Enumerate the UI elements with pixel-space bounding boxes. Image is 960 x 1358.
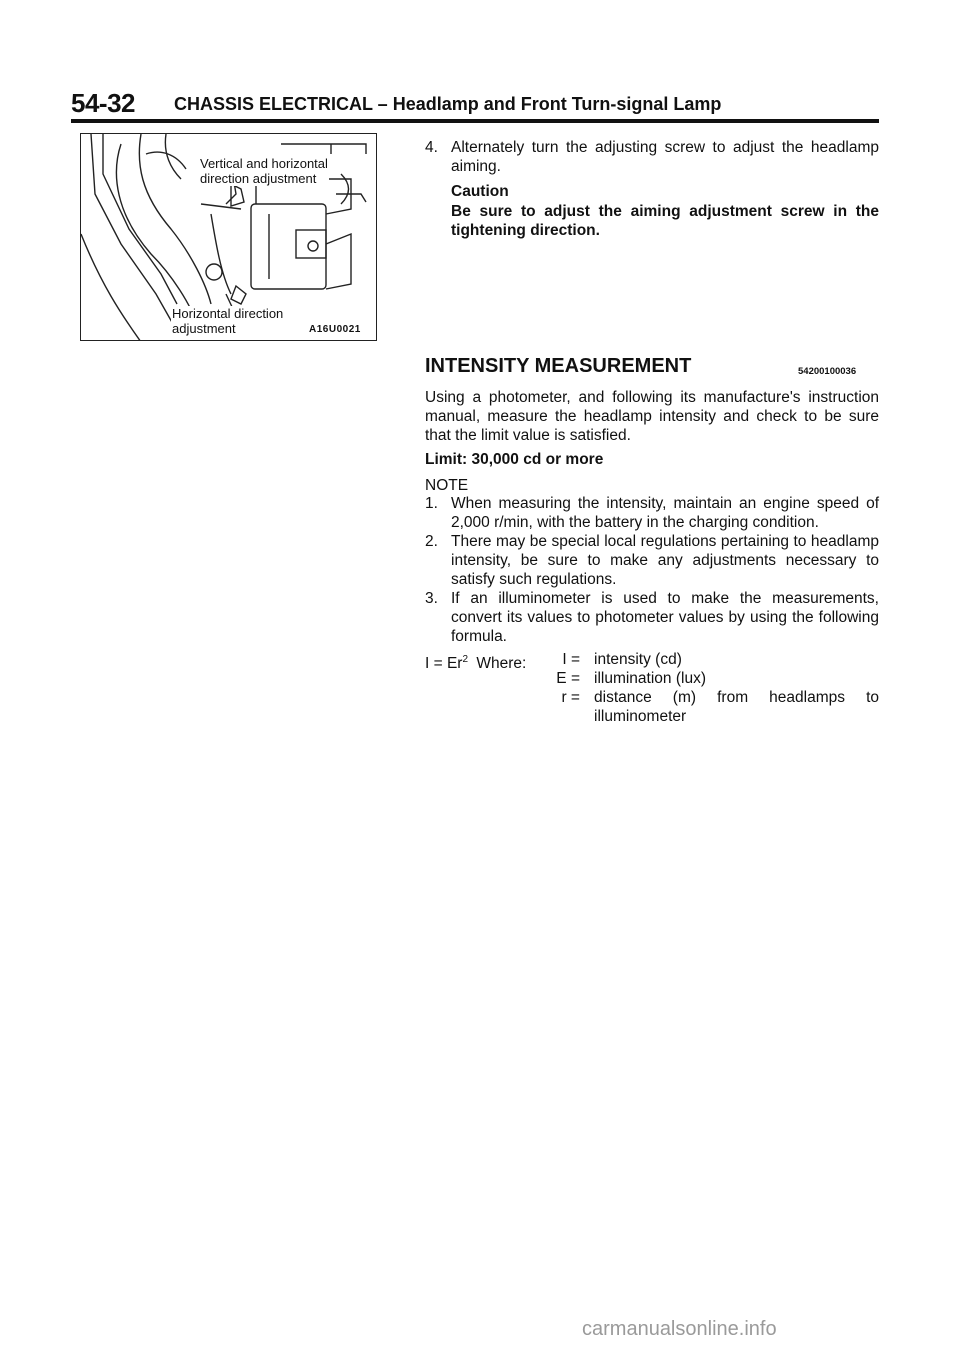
note-3-text: If an illuminometer is used to make the measurements, convert its values to photometer values by using the following formula. (451, 590, 879, 645)
list-item (425, 589, 879, 646)
figure-label-bottom-line1: Horizontal direction (172, 306, 284, 321)
formula-def-e: illumination (lux) (594, 670, 706, 687)
formula-def-r: distance (m) from headlamps to illuminometer (594, 689, 879, 725)
notes-list (425, 494, 879, 646)
formula-sym-i: I = (562, 651, 580, 668)
intensity-code: 54200100036 (798, 366, 857, 377)
page-number: 54-32 (71, 88, 135, 118)
intensity-heading: INTENSITY MEASUREMENT (425, 355, 692, 377)
figure-label-bottom-line2: adjustment (172, 321, 236, 336)
list-item (425, 494, 879, 532)
formula-def-i: intensity (cd) (594, 651, 682, 668)
note-2-number: 2. (425, 533, 438, 550)
caution-text: Be sure to adjust the aiming adjustment screw in the tightening direction. (451, 203, 879, 239)
note-1-number: 1. (425, 495, 438, 512)
formula-sym-e: E = (556, 670, 580, 687)
watermark: carmanualsonline.info (582, 1318, 777, 1340)
note-1-text: When measuring the intensity, maintain an engine speed of 2,000 r/min, with the battery in the charging condition. (451, 495, 879, 531)
intensity-intro: Using a photometer, and following its manufacture's instruction manual, measure the headlamp intensity and check to be sure that the limit value is satisfied. (425, 389, 879, 444)
headlamp-adjustment-figure (80, 133, 377, 341)
note-title: NOTE (425, 477, 469, 494)
step-4-number: 4. (425, 139, 438, 156)
note-2-text: There may be special local regulations pertaining to headlamp intensity, be sure to make any adjustments necessary to satisfy such regulations. (451, 533, 879, 588)
header-rule (71, 119, 879, 123)
section-title: CHASSIS ELECTRICAL – Headlamp and Front Turn-signal Lamp (174, 94, 722, 114)
caution-title: Caution (451, 183, 509, 200)
intensity-limit: Limit: 30,000 cd or more (425, 451, 604, 468)
figure-label-top-line2: direction adjustment (200, 171, 317, 186)
formula-sym-r: r = (561, 689, 580, 706)
formula-superscript: 2 (462, 654, 469, 665)
figure-label-top-line1: Vertical and horizontal (200, 156, 328, 171)
figure-code: A16U0021 (309, 324, 361, 335)
list-item (425, 532, 879, 589)
formula-where: Where: (476, 655, 527, 673)
step-4-text: Alternately turn the adjusting screw to adjust the headlamp aiming. (451, 139, 879, 175)
note-3-number: 3. (425, 590, 438, 607)
formula-lead: I = Er (425, 655, 463, 673)
